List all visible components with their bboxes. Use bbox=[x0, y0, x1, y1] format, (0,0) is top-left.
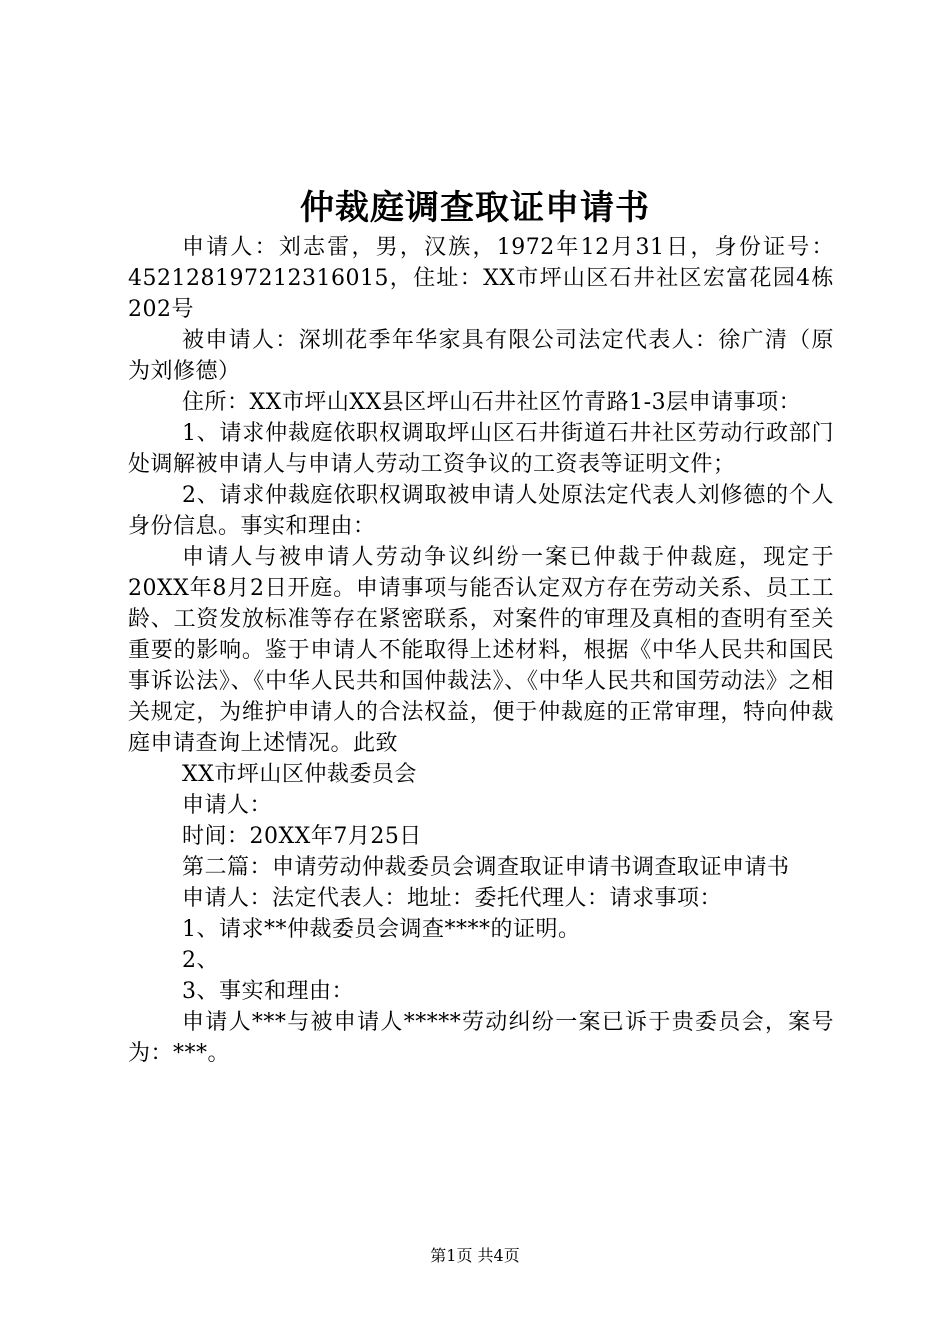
paragraph-request-2: 2、请求仲裁庭依职权调取被申请人处原法定代表人刘修德的个人身份信息。事实和理由： bbox=[128, 483, 834, 539]
paragraph-address: 住所：XX市坪山XX县区坪山石井社区竹青路1-3层申请事项： bbox=[182, 390, 802, 415]
paragraph-respondent: 被申请人：深圳花季年华家具有限公司法定代表人：徐广清（原为刘修德） bbox=[128, 328, 834, 384]
paragraph-item-3: 3、事实和理由： bbox=[182, 979, 354, 1004]
paragraph-request-1: 1、请求仲裁庭依职权调取坪山区石井街道石井社区劳动行政部门处调解被申请人与申请人劳动工资争议的工资表等证明文件； bbox=[128, 421, 834, 477]
document-body bbox=[128, 232, 834, 1069]
paragraph-item-2: 2、 bbox=[182, 948, 219, 973]
paragraph-item-1: 1、请求**仲裁委员会调查****的证明。 bbox=[182, 917, 581, 942]
paragraph-parties: 申请人：法定代表人：地址：委托代理人：请求事项： bbox=[182, 886, 723, 911]
paragraph-date: 时间：20XX年7月25日 bbox=[182, 824, 422, 849]
paragraph-signature: 申请人： bbox=[182, 793, 273, 818]
paragraph-second-title: 第二篇：申请劳动仲裁委员会调查取证申请书调查取证申请书 bbox=[182, 855, 790, 880]
page-footer: 第1页 共4页 bbox=[430, 1246, 520, 1265]
paragraph-facts: 申请人与被申请人劳动争议纠纷一案已仲裁于仲裁庭，现定于20XX年8月2日开庭。申请事项与能否认定双方存在劳动关系、员工工龄、工资发放标准等存在紧密联系，对案件的审理及真相的查明有至关重要的影响。鉴于申请人不能取得上述材料，根据《中华人民共和国民事诉讼法》、《中华人民共和国仲裁法》、《中华人民共和国劳动法》之相关规定，为维护申请人的合法权益，便于仲裁庭的正常审理，特向仲裁庭申请查询上述情况。此致 bbox=[128, 545, 834, 756]
paragraph-recipient: XX市坪山区仲裁委员会 bbox=[182, 762, 417, 787]
paragraph-applicant: 申请人：刘志雷，男，汉族，1972年12月31日，身份证号：452128197212316015，住址：XX市坪山区石井社区宏富花园4栋202号 bbox=[128, 235, 834, 322]
document-title: 仲裁庭调查取证申请书 bbox=[300, 188, 650, 228]
paragraph-case: 申请人***与被申请人*****劳动纠纷一案已诉于贵委员会，案号为：***。 bbox=[128, 1010, 834, 1066]
